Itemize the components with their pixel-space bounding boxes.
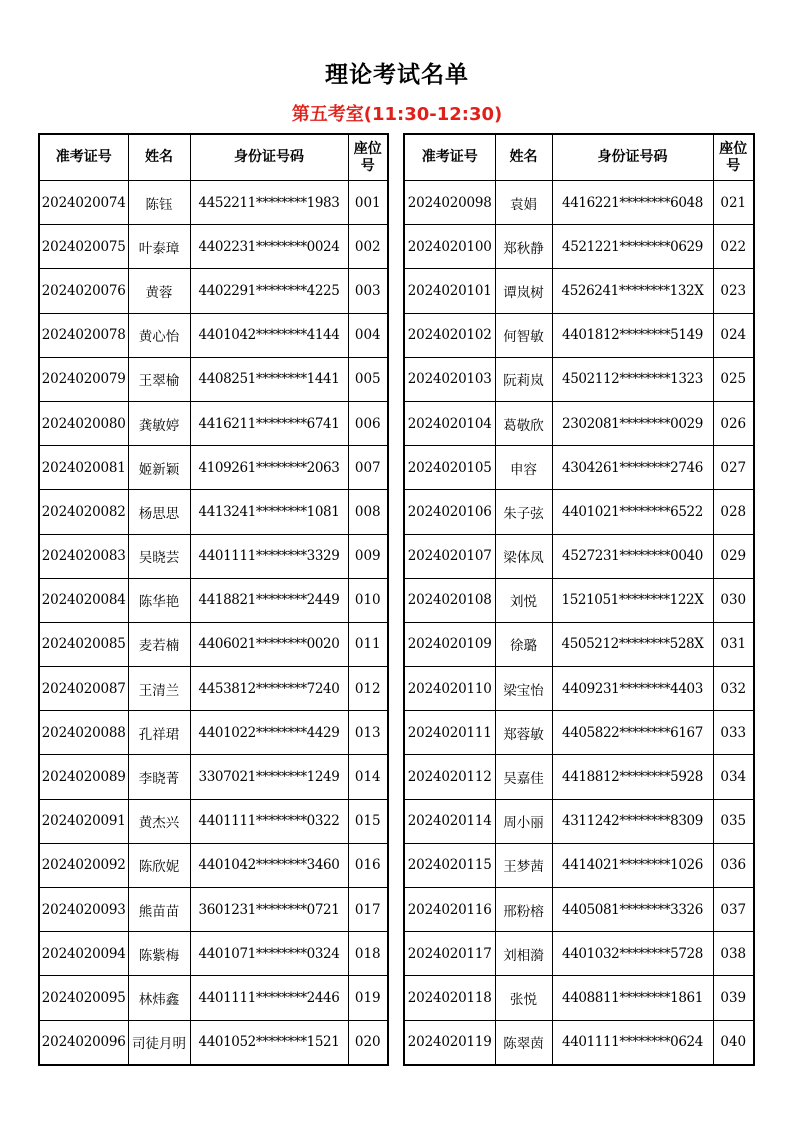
seat-number-cell: 031 (713, 622, 754, 666)
table-row (404, 401, 754, 445)
seat-number-cell: 017 (348, 888, 388, 932)
table-row (39, 1020, 388, 1065)
seat-number-cell: 022 (713, 225, 754, 269)
seat-number-cell: 032 (713, 667, 754, 711)
name-cell: 谭岚树 (495, 269, 552, 313)
table-row (404, 357, 754, 401)
exam-no-cell: 2024020087 (39, 667, 128, 711)
id-number-cell: 4402231********0024 (190, 225, 348, 269)
id-number-cell: 4401812********5149 (552, 313, 713, 357)
seat-number-cell: 034 (713, 755, 754, 799)
table-row (39, 181, 388, 225)
roster-body-right (404, 181, 754, 1065)
id-number-cell: 4401042********3460 (190, 843, 348, 887)
name-cell: 周小丽 (495, 799, 552, 843)
name-cell: 刘悦 (495, 578, 552, 622)
table-header-row (404, 134, 754, 181)
exam-no-cell: 2024020080 (39, 401, 128, 445)
name-cell: 申容 (495, 446, 552, 490)
seat-number-cell: 040 (713, 1020, 754, 1065)
table-row (39, 799, 388, 843)
name-cell: 王清兰 (128, 667, 190, 711)
table-row (39, 888, 388, 932)
table-row (404, 225, 754, 269)
header-id-no: 身份证号码 (190, 134, 348, 181)
id-number-cell: 4416211********6741 (190, 401, 348, 445)
name-cell: 吴嘉佳 (495, 755, 552, 799)
name-cell: 刘相漪 (495, 932, 552, 976)
name-cell: 何智敏 (495, 313, 552, 357)
name-cell: 司徒月明 (128, 1020, 190, 1065)
id-number-cell: 4409231********4403 (552, 667, 713, 711)
name-cell: 陈欣妮 (128, 843, 190, 887)
table-row (39, 843, 388, 887)
exam-no-cell: 2024020083 (39, 534, 128, 578)
id-number-cell: 4401111********3329 (190, 534, 348, 578)
seat-number-cell: 012 (348, 667, 388, 711)
exam-no-cell: 2024020088 (39, 711, 128, 755)
seat-number-cell: 029 (713, 534, 754, 578)
name-cell: 林炜鑫 (128, 976, 190, 1020)
seat-number-cell: 011 (348, 622, 388, 666)
exam-no-cell: 2024020114 (404, 799, 495, 843)
seat-number-cell: 018 (348, 932, 388, 976)
seat-number-cell: 030 (713, 578, 754, 622)
name-cell: 吴晓芸 (128, 534, 190, 578)
table-row (39, 622, 388, 666)
table-row (404, 1020, 754, 1065)
id-number-cell: 4408811********1861 (552, 976, 713, 1020)
name-cell: 梁体凤 (495, 534, 552, 578)
id-number-cell: 4401042********4144 (190, 313, 348, 357)
table-row (404, 446, 754, 490)
seat-number-cell: 036 (713, 843, 754, 887)
exam-no-cell: 2024020108 (404, 578, 495, 622)
table-row (404, 667, 754, 711)
seat-number-cell: 016 (348, 843, 388, 887)
seat-number-cell: 026 (713, 401, 754, 445)
page-title: 理论考试名单 (325, 62, 469, 88)
table-row (39, 269, 388, 313)
name-cell: 熊苗苗 (128, 888, 190, 932)
table-row (404, 534, 754, 578)
header-seat-line2: 号 (360, 157, 375, 174)
table-row (39, 225, 388, 269)
seat-number-cell: 019 (348, 976, 388, 1020)
name-cell: 麦若楠 (128, 622, 190, 666)
exam-no-cell: 2024020116 (404, 888, 495, 932)
name-cell: 王翠榆 (128, 357, 190, 401)
exam-room-subtitle: 第五考室(11:30-12:30) (291, 104, 503, 125)
exam-no-cell: 2024020085 (39, 622, 128, 666)
table-row (39, 446, 388, 490)
table-header-row (39, 134, 388, 181)
table-row (404, 313, 754, 357)
header-seat (713, 134, 754, 181)
name-cell: 陈钰 (128, 181, 190, 225)
exam-no-cell: 2024020075 (39, 225, 128, 269)
name-cell: 龚敏婷 (128, 401, 190, 445)
exam-no-cell: 2024020096 (39, 1020, 128, 1065)
exam-no-cell: 2024020118 (404, 976, 495, 1020)
table-row (404, 711, 754, 755)
name-cell: 郑秋静 (495, 225, 552, 269)
id-number-cell: 4414021********1026 (552, 843, 713, 887)
table-row (39, 401, 388, 445)
exam-no-cell: 2024020103 (404, 357, 495, 401)
name-cell: 黄蓉 (128, 269, 190, 313)
id-number-cell: 4109261********2063 (190, 446, 348, 490)
exam-no-cell: 2024020104 (404, 401, 495, 445)
table-row (404, 181, 754, 225)
id-number-cell: 4452211********1983 (190, 181, 348, 225)
seat-number-cell: 035 (713, 799, 754, 843)
header-seat (348, 134, 388, 181)
name-cell: 李晓菁 (128, 755, 190, 799)
table-row (39, 313, 388, 357)
name-cell: 邢粉榕 (495, 888, 552, 932)
exam-no-cell: 2024020074 (39, 181, 128, 225)
table-row (404, 888, 754, 932)
seat-number-cell: 007 (348, 446, 388, 490)
exam-no-cell: 2024020111 (404, 711, 495, 755)
name-cell: 黄心怡 (128, 313, 190, 357)
name-cell: 陈华艳 (128, 578, 190, 622)
seat-number-cell: 015 (348, 799, 388, 843)
id-number-cell: 4401111********2446 (190, 976, 348, 1020)
exam-no-cell: 2024020109 (404, 622, 495, 666)
seat-number-cell: 013 (348, 711, 388, 755)
exam-no-cell: 2024020100 (404, 225, 495, 269)
seat-number-cell: 002 (348, 225, 388, 269)
table-row (39, 932, 388, 976)
exam-no-cell: 2024020078 (39, 313, 128, 357)
id-number-cell: 4304261********2746 (552, 446, 713, 490)
id-number-cell: 4311242********8309 (552, 799, 713, 843)
table-row (404, 578, 754, 622)
exam-no-cell: 2024020101 (404, 269, 495, 313)
table-row (39, 667, 388, 711)
header-name: 姓名 (495, 134, 552, 181)
table-row (404, 490, 754, 534)
table-row (404, 269, 754, 313)
name-cell: 朱子弦 (495, 490, 552, 534)
seat-number-cell: 014 (348, 755, 388, 799)
table-row (39, 578, 388, 622)
exam-no-cell: 2024020098 (404, 181, 495, 225)
exam-no-cell: 2024020091 (39, 799, 128, 843)
roster-table-left (38, 133, 389, 1066)
name-cell: 陈紫梅 (128, 932, 190, 976)
id-number-cell: 4416221********6048 (552, 181, 713, 225)
id-number-cell: 3307021********1249 (190, 755, 348, 799)
id-number-cell: 4406021********0020 (190, 622, 348, 666)
name-cell: 袁娟 (495, 181, 552, 225)
exam-no-cell: 2024020082 (39, 490, 128, 534)
seat-number-cell: 004 (348, 313, 388, 357)
name-cell: 王梦茜 (495, 843, 552, 887)
seat-number-cell: 006 (348, 401, 388, 445)
id-number-cell: 4418812********5928 (552, 755, 713, 799)
name-cell: 葛敬欣 (495, 401, 552, 445)
id-number-cell: 4527231********0040 (552, 534, 713, 578)
id-number-cell: 4401022********4429 (190, 711, 348, 755)
header-exam-no: 准考证号 (39, 134, 128, 181)
table-row (39, 534, 388, 578)
exam-no-cell: 2024020095 (39, 976, 128, 1020)
header-seat-line1: 座位 (719, 140, 748, 157)
id-number-cell: 4453812********7240 (190, 667, 348, 711)
id-number-cell: 4401111********0322 (190, 799, 348, 843)
name-cell: 黄杰兴 (128, 799, 190, 843)
exam-no-cell: 2024020105 (404, 446, 495, 490)
id-number-cell: 4502112********1323 (552, 357, 713, 401)
seat-number-cell: 009 (348, 534, 388, 578)
name-cell: 郑蓉敏 (495, 711, 552, 755)
seat-number-cell: 023 (713, 269, 754, 313)
name-cell: 张悦 (495, 976, 552, 1020)
name-cell: 阮莉岚 (495, 357, 552, 401)
table-row (39, 711, 388, 755)
id-number-cell: 1521051********122X (552, 578, 713, 622)
exam-no-cell: 2024020115 (404, 843, 495, 887)
id-number-cell: 4418821********2449 (190, 578, 348, 622)
seat-number-cell: 021 (713, 181, 754, 225)
seat-number-cell: 010 (348, 578, 388, 622)
name-cell: 杨思思 (128, 490, 190, 534)
id-number-cell: 4505212********528X (552, 622, 713, 666)
header-seat-line1: 座位 (353, 140, 382, 157)
exam-no-cell: 2024020079 (39, 357, 128, 401)
exam-no-cell: 2024020119 (404, 1020, 495, 1065)
seat-number-cell: 028 (713, 490, 754, 534)
exam-no-cell: 2024020117 (404, 932, 495, 976)
id-number-cell: 4401021********6522 (552, 490, 713, 534)
table-row (404, 932, 754, 976)
id-number-cell: 4405081********3326 (552, 888, 713, 932)
id-number-cell: 4401071********0324 (190, 932, 348, 976)
seat-number-cell: 038 (713, 932, 754, 976)
exam-no-cell: 2024020093 (39, 888, 128, 932)
seat-number-cell: 003 (348, 269, 388, 313)
table-row (39, 755, 388, 799)
id-number-cell: 3601231********0721 (190, 888, 348, 932)
exam-no-cell: 2024020112 (404, 755, 495, 799)
table-row (404, 622, 754, 666)
exam-no-cell: 2024020102 (404, 313, 495, 357)
header-exam-no: 准考证号 (404, 134, 495, 181)
header-seat-line2: 号 (726, 157, 741, 174)
table-row (39, 490, 388, 534)
id-number-cell: 4402291********4225 (190, 269, 348, 313)
id-number-cell: 4401032********5728 (552, 932, 713, 976)
seat-number-cell: 005 (348, 357, 388, 401)
id-number-cell: 4401111********0624 (552, 1020, 713, 1065)
seat-number-cell: 024 (713, 313, 754, 357)
table-row (404, 976, 754, 1020)
name-cell: 陈翠茵 (495, 1020, 552, 1065)
id-number-cell: 4526241********132X (552, 269, 713, 313)
exam-no-cell: 2024020081 (39, 446, 128, 490)
roster-table-right (403, 133, 755, 1066)
name-cell: 孔祥珺 (128, 711, 190, 755)
seat-number-cell: 020 (348, 1020, 388, 1065)
seat-number-cell: 037 (713, 888, 754, 932)
exam-no-cell: 2024020094 (39, 932, 128, 976)
table-row (39, 357, 388, 401)
exam-no-cell: 2024020076 (39, 269, 128, 313)
roster-body-left (39, 181, 388, 1065)
id-number-cell: 4408251********1441 (190, 357, 348, 401)
table-row (404, 799, 754, 843)
seat-number-cell: 039 (713, 976, 754, 1020)
exam-no-cell: 2024020084 (39, 578, 128, 622)
exam-no-cell: 2024020089 (39, 755, 128, 799)
seat-number-cell: 027 (713, 446, 754, 490)
header-name: 姓名 (128, 134, 190, 181)
seat-number-cell: 001 (348, 181, 388, 225)
header-id-no: 身份证号码 (552, 134, 713, 181)
id-number-cell: 4401052********1521 (190, 1020, 348, 1065)
id-number-cell: 4405822********6167 (552, 711, 713, 755)
seat-number-cell: 033 (713, 711, 754, 755)
exam-no-cell: 2024020107 (404, 534, 495, 578)
table-row (404, 755, 754, 799)
id-number-cell: 2302081********0029 (552, 401, 713, 445)
id-number-cell: 4413241********1081 (190, 490, 348, 534)
name-cell: 梁宝怡 (495, 667, 552, 711)
name-cell: 徐璐 (495, 622, 552, 666)
table-row (404, 843, 754, 887)
seat-number-cell: 025 (713, 357, 754, 401)
name-cell: 叶泰璋 (128, 225, 190, 269)
exam-no-cell: 2024020106 (404, 490, 495, 534)
id-number-cell: 4521221********0629 (552, 225, 713, 269)
seat-number-cell: 008 (348, 490, 388, 534)
exam-no-cell: 2024020110 (404, 667, 495, 711)
table-row (39, 976, 388, 1020)
name-cell: 姬新颖 (128, 446, 190, 490)
exam-no-cell: 2024020092 (39, 843, 128, 887)
